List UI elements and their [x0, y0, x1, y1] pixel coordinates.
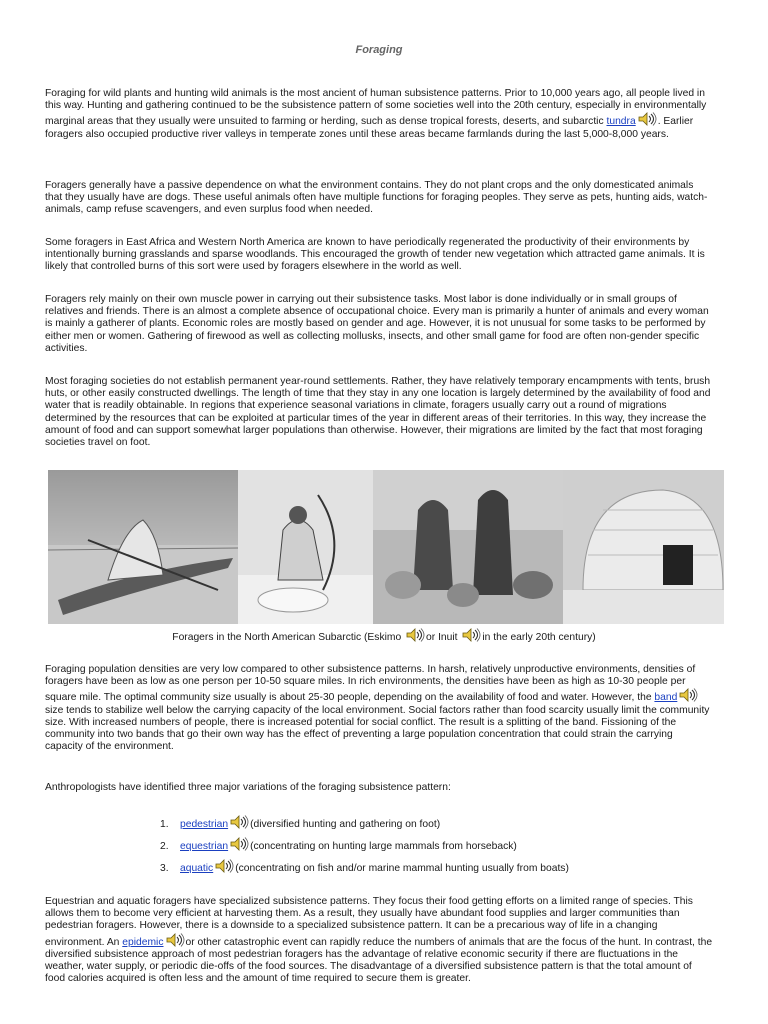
speaker-icon[interactable]	[405, 628, 425, 642]
kayak-photo	[48, 470, 238, 624]
dogs-photo	[373, 470, 563, 624]
speaker-icon[interactable]	[229, 837, 249, 851]
page-title: Foraging	[355, 44, 403, 56]
equestrian-link[interactable]: equestrian	[180, 841, 229, 852]
hunter-photo	[238, 470, 373, 624]
list-item: 2. equestrian (concentrating on hunting large mammals from horseback)	[160, 836, 569, 858]
paragraph-5: Most foraging societies do not establish permanent year-round settlements. Rather, they have relatively temporary encampments with tents, brush huts, or other easily constructed dwellings. The length of time that they stay in any one location is largely determined by the availability of food and water that is readily obtainable. In regions that experience seasonal variations in climate, foragers usually carry out a round of migrations determined by the resources that can be exploited at particular times of the year in different areas of their territories. In this way, they increase the amount of food and can support somewhat larger populations than otherwise. However, their migrations are limited by the fact that most foraging societies travel on foot.	[45, 376, 711, 449]
speaker-icon[interactable]	[678, 688, 698, 702]
speaker-icon[interactable]	[165, 933, 185, 947]
aquatic-link[interactable]: aquatic	[180, 863, 214, 874]
speaker-icon[interactable]	[229, 815, 249, 829]
pedestrian-link[interactable]: pedestrian	[180, 819, 229, 830]
band-link[interactable]: band	[654, 692, 678, 704]
paragraph-7: Anthropologists have identified three major variations of the foraging subsistence pattern:	[45, 782, 451, 793]
epidemic-link[interactable]: epidemic	[122, 936, 164, 948]
paragraph-8: Equestrian and aquatic foragers have specialized subsistence patterns. They focus their food getting efforts on a limited range of species. This allows them to become very efficient at harvesting them. As a result, they usually have abundant food supplies and larger communities than pedestrian foragers. However, there is a downside to a specialized subsistence pattern. It can be a precarious way of life in a changing environment. An epidemic or other catastrophic event can rapidly reduce the numbers of animals that are the focus of the hunt. In contrast, the diversified subsistence approach of most pedestrian foragers has the advantage of relative economic security if there are fluctuations in the weather, water supply, or periodic die-offs of the food sources. The disadvantage of a diversified subsistence pattern is that the total amount of food calories acquired is often less and the amount of time required to secure them is greater.	[45, 896, 713, 985]
list-item: 1. pedestrian (diversified hunting and gathering on foot)	[160, 814, 569, 836]
speaker-icon[interactable]	[214, 859, 234, 873]
forager-types-list	[160, 814, 569, 880]
paragraph-4: Foragers rely mainly on their own muscle power in carrying out their subsistence tasks. Most labor is done individually or in small groups of relatives and friends. There is an almost a complete absence of occupational choice. Every man is primarily a hunter of animals and every woman is mainly a gatherer of plants. Economic roles are mostly based on gender and age. However, it is not unusual for some tasks to be performed by either men or women. Gathering of firewood as well as collecting mollusks, insects, and other small game for food are often non-gender specific activities.	[45, 294, 709, 354]
photo-strip	[48, 470, 724, 624]
tundra-link[interactable]: tundra	[606, 116, 636, 128]
list-item: 3. aquatic (concentrating on fish and/or marine mammal hunting usually from boats)	[160, 858, 569, 880]
igloo-photo	[563, 470, 724, 624]
paragraph-2: Foragers generally have a passive dependence on what the environment contains. They do not plant crops and the only domesticated animals that they usually have are dogs. These useful animals often have multiple functions for foraging peoples. They serve as pets, hunting aids, watch-animals, camp refuse scavengers, and even surplus food when needed.	[45, 180, 708, 216]
paragraph-6: Foraging population densities are very low compared to other subsistence patterns. In harsh, relatively unproductive environments, densities of foragers have been as low as one person per 10-50 square miles. In rich environments, the densities have been as high as 10-30 people per square mile. The optimal community size usually is about 25-30 people, depending on the availability of food and water. However, the bandsize tends to stabilize well below the carrying capacity of the local environment. Social factors rather than food scarcity usually limit the community size. With increased numbers of people, there is increased potential for social conflict. The result is a splitting of the band. Fissioning of the community into two bands that go their own way has the effect of preventing a large population concentration that could strain the carrying capacity of the environment.	[45, 664, 710, 753]
speaker-icon[interactable]	[637, 112, 657, 126]
photo-caption: Foragers in the North American Subarctic (Eskimo or Inuit in the early 20th century)	[0, 628, 768, 643]
paragraph-1: Foraging for wild plants and hunting wild animals is the most ancient of human subsistence patterns. Prior to 10,000 years ago, all people lived in this way. Hunting and gathering continued to be the subsistence pattern of some societies well into the 20th century, especially in environmentally marginal areas that they usually were unsuited to farming or herding, such as dense tropical forests, deserts, and subarctic tundra . Earlier foragers also occupied productive river valleys in temperate zones until these areas became farmlands during the last 5,000-8,000 years.	[45, 88, 707, 140]
paragraph-3: Some foragers in East Africa and Western North America are known to have periodically regenerated the productivity of their environments by intentionally burning grasslands and sparse woodlands. This encouraged the growth of tender new vegetation which attracted game animals. It is likely that controlled burns of this sort were used by foragers elsewhere in the world as well.	[45, 237, 705, 273]
speaker-icon[interactable]	[461, 628, 481, 642]
